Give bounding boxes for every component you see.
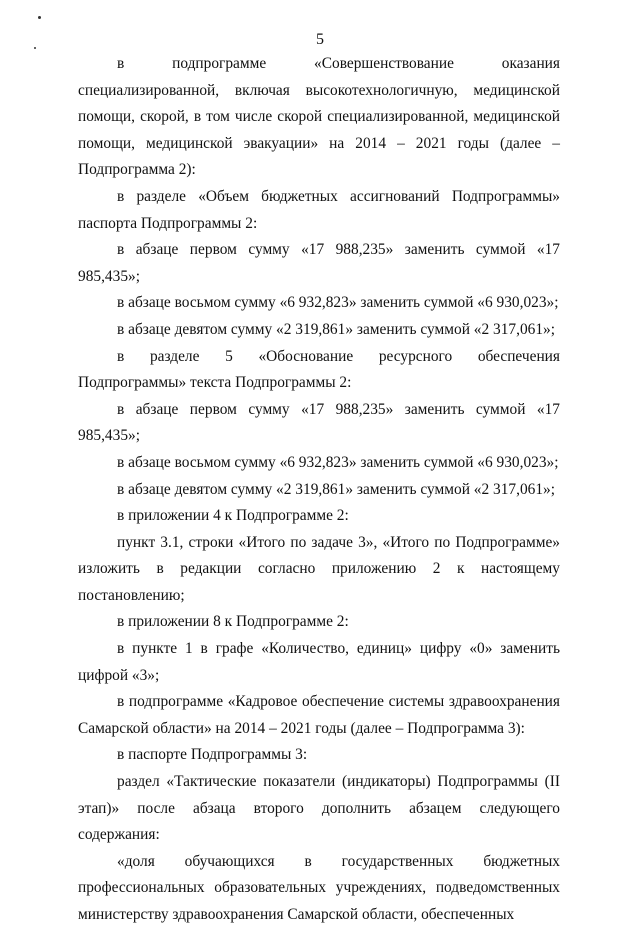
page-number: 5: [316, 31, 324, 48]
scan-speck: [38, 16, 41, 19]
paragraph: в приложении 4 к Подпрограмме 2:: [117, 507, 349, 525]
paragraph: «доля обучающихся в государственных бюджетных профессиональных образовательных учреждениях, подведомственных министерству здравоохранения Самарской области, обеспеченных: [78, 852, 560, 923]
paragraph: в подпрограмме «Совершенствование оказания специализированной, включая высокотехнологичную, медицинской помощи, скорой, в том числе скорой специализированной, медицинской помощи, медицинской эвакуации» на 2014 – 2021 годы (далее – Подпрограмма 2):: [78, 55, 560, 179]
paragraph: в абзаце девятом сумму «2 319,861» заменить суммой «2 317,061»;: [117, 480, 556, 498]
paragraph: в разделе «Объем бюджетных ассигнований Подпрограммы» паспорта Подпрограммы 2:: [78, 187, 560, 232]
paragraph: в абзаце первом сумму «17 988,235» заменить суммой «17 985,435»;: [78, 400, 560, 445]
paragraph: в приложении 8 к Подпрограмме 2:: [117, 613, 349, 631]
paragraph: в абзаце восьмом сумму «6 932,823» заменить суммой «6 930,023»;: [117, 453, 559, 471]
paragraph: в паспорте Подпрограммы 3:: [117, 746, 308, 764]
paragraph: в абзаце девятом сумму «2 319,861» заменить суммой «2 317,061»;: [117, 320, 556, 338]
paragraph: в подпрограмме «Кадровое обеспечение системы здравоохранения Самарской области» на 2014 – 2021 годы (далее – Подпрограмма 3):: [78, 693, 560, 737]
paragraph: пункт 3.1, строки «Итого по задаче 3», «Итого по Подпрограмме» изложить в редакции согласно приложению 2 к настоящему постановлению;: [78, 533, 560, 604]
paragraph: в пункте 1 в графе «Количество, единиц» цифру «0» заменить цифрой «3»;: [78, 640, 560, 684]
paragraph: раздел «Тактические показатели (индикаторы) Подпрограммы (II этап)» после абзаца второго дополнить абзацем следующего содержания:: [78, 773, 560, 844]
paragraph: в абзаце восьмом сумму «6 932,823» заменить суммой «6 930,023»;: [117, 294, 559, 312]
document-body: [78, 51, 560, 929]
paragraph: в абзаце первом сумму «17 988,235» заменить суммой «17 985,435»;: [78, 241, 560, 285]
paragraph: в разделе 5 «Обоснование ресурсного обеспечения Подпрограммы» текста Подпрограммы 2:: [78, 347, 560, 392]
